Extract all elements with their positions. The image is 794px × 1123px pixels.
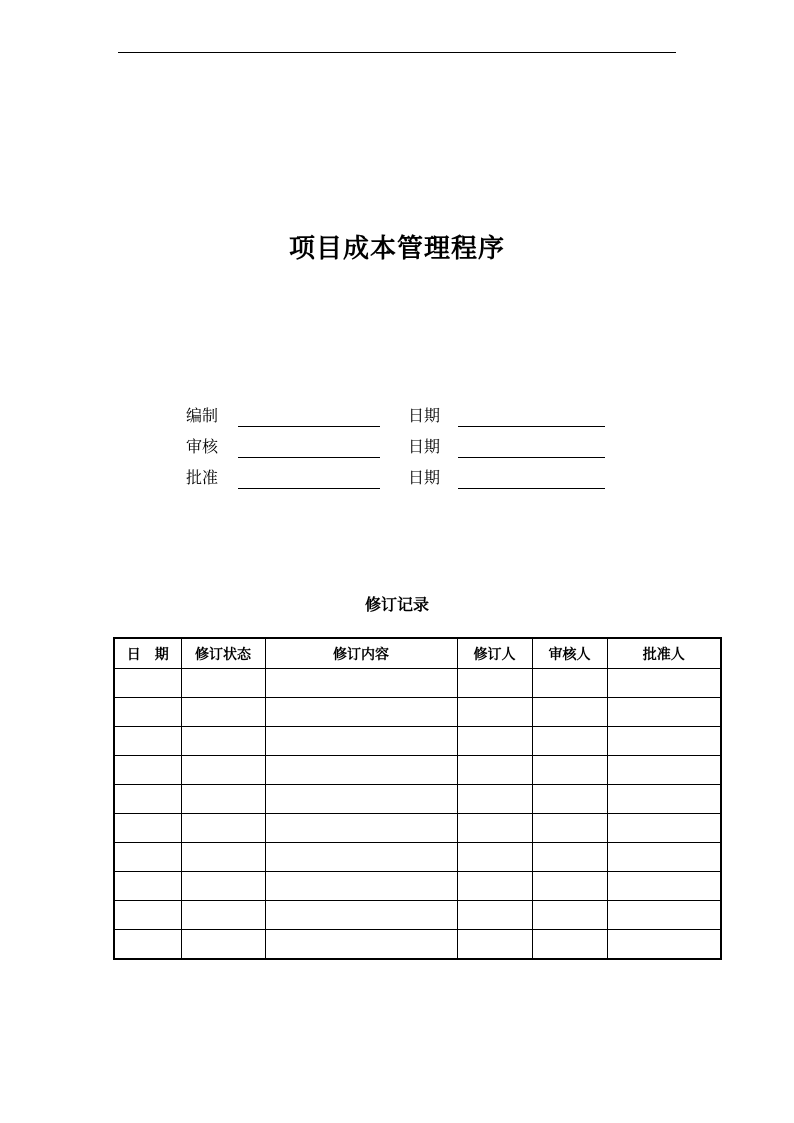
col-header-reviewer: 审核人 [532, 638, 607, 669]
table-cell[interactable] [607, 814, 721, 843]
table-row [114, 901, 721, 930]
table-cell[interactable] [532, 756, 607, 785]
table-cell[interactable] [532, 785, 607, 814]
table-row [114, 843, 721, 872]
table-cell[interactable] [457, 756, 532, 785]
table-cell[interactable] [532, 814, 607, 843]
signoff-line-compile[interactable] [238, 426, 380, 427]
table-cell[interactable] [607, 930, 721, 960]
table-cell[interactable] [265, 785, 457, 814]
revision-record-title: 修订记录 [364, 595, 429, 614]
table-cell[interactable] [181, 756, 265, 785]
table-cell[interactable] [265, 814, 457, 843]
table-cell[interactable] [181, 669, 265, 698]
col-header-status: 修订状态 [181, 638, 265, 669]
table-cell[interactable] [607, 756, 721, 785]
signoff-label-compile: 编制 [186, 406, 219, 425]
table-cell[interactable] [181, 727, 265, 756]
table-cell[interactable] [181, 901, 265, 930]
table-cell[interactable] [181, 785, 265, 814]
table-row [114, 727, 721, 756]
col-header-reviser: 修订人 [457, 638, 532, 669]
signoff-line-approve[interactable] [238, 488, 380, 489]
table-cell[interactable] [114, 785, 181, 814]
table-cell[interactable] [265, 669, 457, 698]
table-cell[interactable] [114, 698, 181, 727]
col-header-content: 修订内容 [265, 638, 457, 669]
revision-table-body [114, 669, 721, 960]
table-cell[interactable] [181, 872, 265, 901]
table-cell[interactable] [265, 930, 457, 960]
signoff-line-review[interactable] [238, 457, 380, 458]
table-cell[interactable] [532, 698, 607, 727]
table-cell[interactable] [457, 814, 532, 843]
table-cell[interactable] [607, 698, 721, 727]
signoff-date-line-review[interactable] [458, 457, 605, 458]
table-cell[interactable] [532, 843, 607, 872]
signoff-label-approve: 批准 [186, 468, 219, 487]
table-row [114, 872, 721, 901]
revision-table [113, 637, 722, 960]
table-cell[interactable] [265, 872, 457, 901]
table-cell[interactable] [607, 785, 721, 814]
revision-table-header [114, 638, 721, 669]
table-cell[interactable] [607, 669, 721, 698]
table-cell[interactable] [457, 727, 532, 756]
table-cell[interactable] [532, 872, 607, 901]
table-cell[interactable] [181, 698, 265, 727]
table-row [114, 814, 721, 843]
table-cell[interactable] [607, 843, 721, 872]
table-row [114, 756, 721, 785]
table-cell[interactable] [607, 872, 721, 901]
table-cell[interactable] [181, 930, 265, 960]
table-cell[interactable] [114, 901, 181, 930]
signoff-date-label-approve: 日期 [408, 468, 441, 487]
table-cell[interactable] [181, 843, 265, 872]
table-cell[interactable] [265, 843, 457, 872]
table-cell[interactable] [532, 901, 607, 930]
document-title: 项目成本管理程序 [288, 234, 505, 264]
signoff-date-line-approve[interactable] [458, 488, 605, 489]
table-cell[interactable] [265, 901, 457, 930]
table-cell[interactable] [114, 843, 181, 872]
signoff-date-line-compile[interactable] [458, 426, 605, 427]
table-row [114, 698, 721, 727]
table-cell[interactable] [181, 814, 265, 843]
table-cell[interactable] [607, 901, 721, 930]
col-header-date: 日 期 [114, 638, 181, 669]
table-cell[interactable] [114, 814, 181, 843]
table-cell[interactable] [457, 901, 532, 930]
table-cell[interactable] [265, 698, 457, 727]
table-cell[interactable] [265, 727, 457, 756]
col-header-approver: 批准人 [607, 638, 721, 669]
table-cell[interactable] [457, 698, 532, 727]
table-cell[interactable] [457, 872, 532, 901]
signoff-row-approve [186, 466, 616, 490]
table-row [114, 669, 721, 698]
table-cell[interactable] [532, 669, 607, 698]
table-row [114, 930, 721, 960]
table-cell[interactable] [457, 785, 532, 814]
table-cell[interactable] [607, 727, 721, 756]
header-rule [118, 52, 676, 53]
table-cell[interactable] [532, 930, 607, 960]
table-cell[interactable] [457, 843, 532, 872]
signoff-row-compile [186, 404, 616, 428]
table-cell[interactable] [114, 756, 181, 785]
table-cell[interactable] [457, 669, 532, 698]
signoff-date-label-compile: 日期 [408, 406, 441, 425]
signoff-label-review: 审核 [186, 437, 219, 456]
table-cell[interactable] [457, 930, 532, 960]
signoff-row-review [186, 435, 616, 459]
table-cell[interactable] [114, 727, 181, 756]
table-cell[interactable] [114, 669, 181, 698]
table-cell[interactable] [265, 756, 457, 785]
signoff-date-label-review: 日期 [408, 437, 441, 456]
table-cell[interactable] [532, 727, 607, 756]
table-cell[interactable] [114, 872, 181, 901]
table-cell[interactable] [114, 930, 181, 960]
table-row [114, 785, 721, 814]
